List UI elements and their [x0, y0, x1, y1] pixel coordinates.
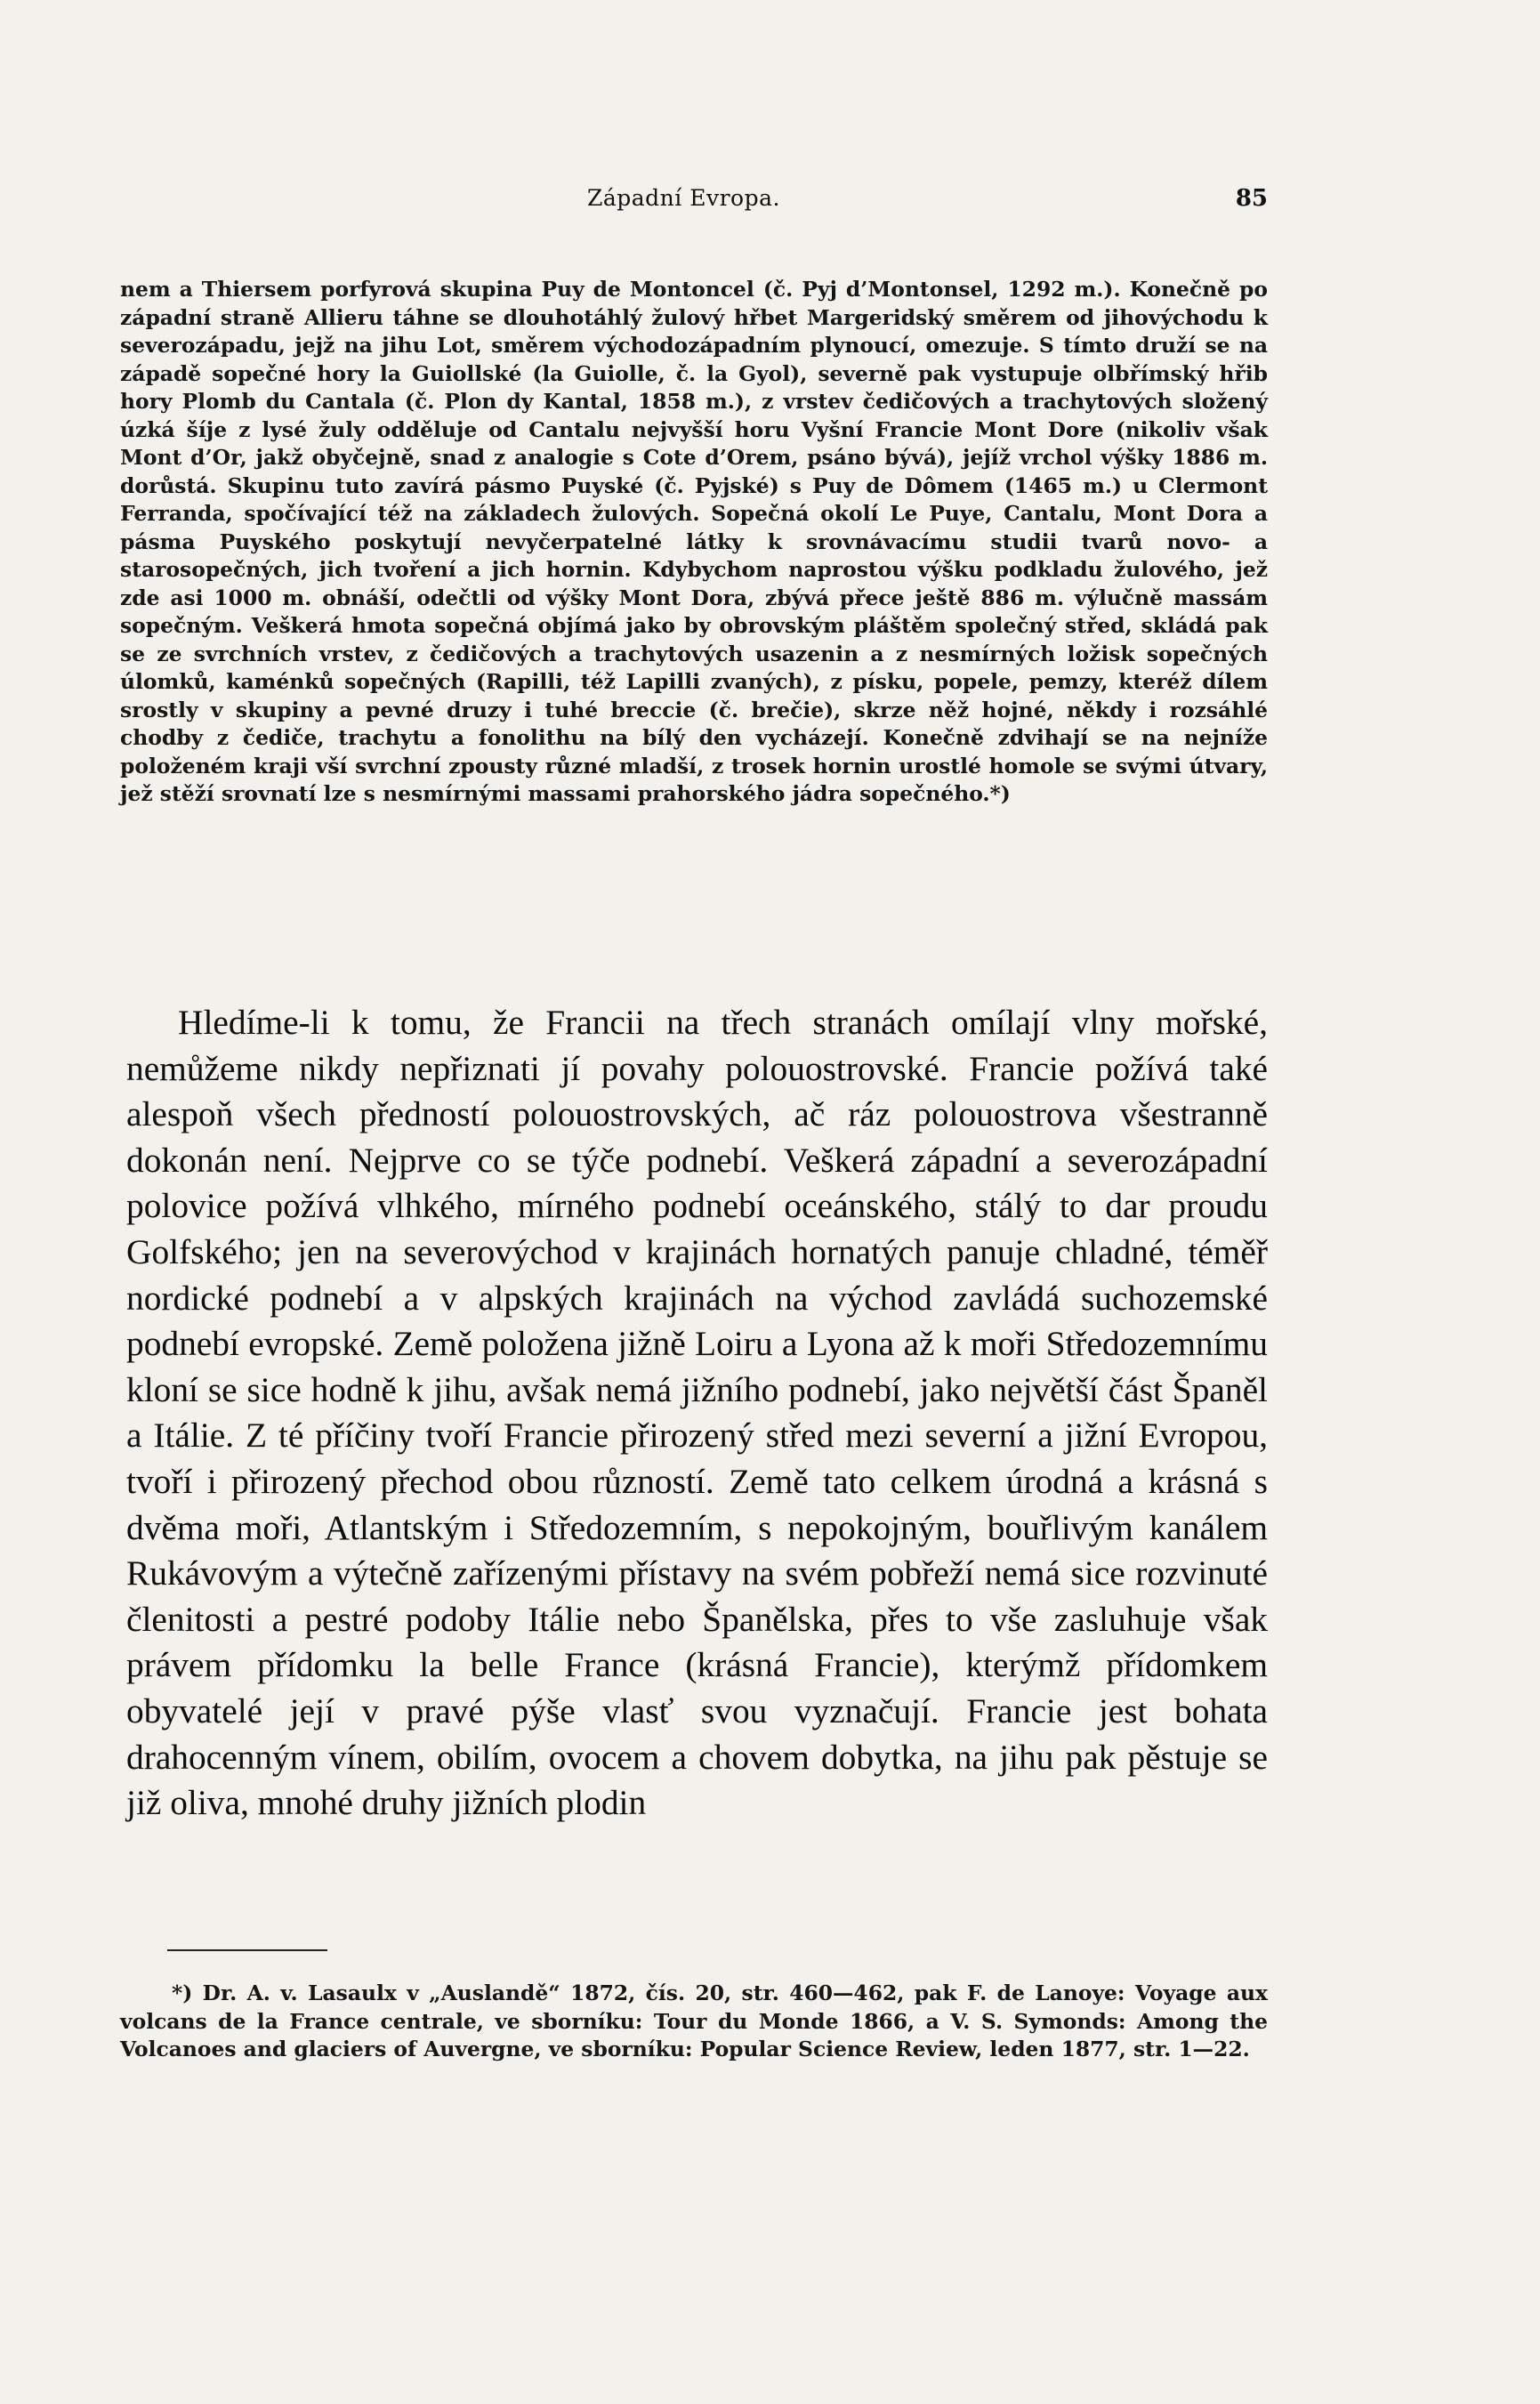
small-print-paragraph: [120, 276, 1268, 809]
footnote: *) Dr. A. v. Lasaulx v „Auslandě“ 1872, čís. 20, str. 460—462, pak F. de Lanoye: Voyage aux volcans de la France centrale, ve sborníku: Tour du Monde 1866, a V. S. Symonds: Among the Volcanoes and glaciers of Auvergne, ve sborníku: Popular Science Review, leden 1877, str. 1—22.: [120, 1980, 1268, 2061]
small-print-text: nem a Thiersem porfyrová skupina Puy de Montoncel (č. Pyj d’Montonsel, 1292 m.). Konečně po západní straně Allieru táhne se dlouhotáhlý žulový hřbet Margeridský směrem od jihovýchodu k severozápadu, jejž na jihu Lot, směrem východozápadním plynoucí, omezuje. S tímto druží se na západě sopečné hory la Guiollské (la Guiolle, č. la Gyol), severně pak vystupuje olbřímský hřib hory Plomb du Cantala (č. Plon dy Kantal, 1858 m.), z vrstev čedičových a trachytových složený úzká šíje z lysé žuly odděluje od Cantalu nejvyšší horu Vyšní Francie Mont Dore (nikoliv však Mont d’Or, jakž obyčejně, snad z analogie s Cote d’Orem, psáno bývá), jejíž vrchol výšky 1886 m. dorůstá. Skupinu tuto zavírá pásmo Puyské (č. Pyjské) s Puy de Dômem (1465 m.) u Clermont Ferranda, spočívající též na základech žulových. Sopečná okolí Le Puye, Cantalu, Mont Dora a pásma Puyského poskytují nevyčerpatelné látky k srovnávacímu studii tvarů novo- a starosopečných, jich tvoření a jich hornin. Kdybychom naprostou výšku podkladu žulového, jež zde asi 1000 m. obnáší, odečtli od výšky Mont Dora, zbývá přece ještě 886 m. výlučně massám sopečným. Veškerá hmota sopečná objímá jako by obrovským pláštěm společný střed, skládá pak se ze svrchních vrstev, z čedičových a trachytových usazenin a z nesmírných ložisk sopečných úlomků, kaménků sopečných (Rapilli, též Lapilli zvaných), z písku, popele, pemzy, kteréž dílem srostly v skupiny a pevné druzy i tuhé breccie (č. brečie), skrze něž hojné, někdy i rozsáhlé chodby z čediče, trachytu a fonolithu na bílý den vycházejí. Konečně zdvihají se na nejníže položeném kraji vší svrchní zpousty různé mladší, z trosek hornin urostlé homole se svými útvary, jež stěží srovnatí lze s nesmírnými massami prahorského jádra sopečného.*): [120, 277, 1268, 806]
footnote-divider: [167, 1949, 327, 1951]
page-number: 85: [1235, 185, 1268, 212]
running-title: Západní Evropa.: [587, 185, 780, 211]
page-header: [120, 185, 1268, 217]
main-paragraph: Hledíme-li k tomu, že Francii na třech stranách omílají vlny mořské, nemůžeme nikdy nepřiznati jí povahy polouostrovské. Francie požívá také alespoň všech předností polouostrovských, ač ráz polouostrova všestranně dokonán není. Nejprve co se týče podnebí. Veškerá západní a severozápadní polovice požívá vlhkého, mírného podnebí oceánského, stálý to dar proudu Golfského; jen na severovýchod v krajinách hornatých panuje chladné, téměř nordické podnebí a v alpských krajinách na východ zavládá suchozemské podnebí evropské. Země položena jižně Loiru a Lyona až k moři Středozemnímu kloní se sice hodně k jihu, avšak nemá jižního podnebí, jako největší část Španěl a Itálie. Z té příčiny tvoří Francie přirozený střed mezi severní a jižní Evropou, tvoří i přirozený přechod obou růzností. Země tato celkem úrodná a krásná s dvěma moři, Atlantským i Středozemním, s nepokojným, bouřlivým kanálem Rukávovým a výtečně zařízenými přístavy na svém pobřeží nemá sice rozvinuté členitosti a pestré podoby Itálie nebo Španělska, přes to vše zasluhuje však právem přídomku la belle France (krásná Francie), kterýmž přídomkem obyvatelé její v pravé pýše vlasť svou vyznačují. Francie jest bohata drahocenným vínem, obilím, ovocem a chovem dobytka, na jihu pak pěstuje se již oliva, mnohé druhy jižních plodin: [126, 1003, 1268, 1823]
main-text: [126, 1000, 1268, 1827]
